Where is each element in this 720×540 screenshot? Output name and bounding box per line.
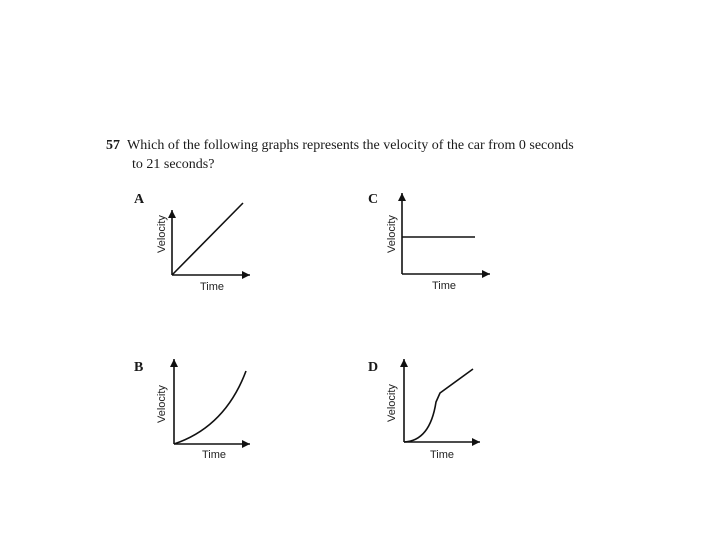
graph-c-y-arrow (398, 193, 406, 201)
graph-c-ylabel: Velocity (386, 215, 398, 253)
graph-d-x-arrow (472, 438, 480, 446)
question-text-1: Which of the following graphs represents the velocity of the car from 0 seconds (127, 138, 574, 153)
option-b-letter[interactable]: B (134, 360, 144, 375)
option-c-letter[interactable]: C (368, 192, 379, 207)
graph-a-ylabel: Velocity (156, 215, 168, 253)
question-text-2: to 21 seconds? (132, 157, 215, 172)
question (106, 136, 646, 174)
option-d-letter[interactable]: D (368, 360, 379, 375)
graph-b-curve (174, 371, 246, 444)
graph-a-x-arrow (242, 271, 250, 279)
graph-a-y-arrow (168, 210, 176, 218)
graph-d-ylabel: Velocity (386, 384, 398, 422)
graph-b-ylabel: Velocity (156, 385, 168, 423)
graph-d-xlabel: Time (430, 449, 455, 461)
graph-c-xlabel: Time (432, 280, 457, 292)
graph-b-y-arrow (170, 359, 178, 367)
option-a-letter[interactable]: A (134, 192, 145, 207)
graph-a-xlabel: Time (200, 281, 225, 293)
question-line-1 (106, 136, 646, 155)
graph-b-xlabel: Time (202, 449, 227, 461)
graph-b[interactable] (150, 355, 270, 465)
graph-c[interactable] (380, 185, 500, 295)
graph-c-x-arrow (482, 270, 490, 278)
graph-b-x-arrow (242, 440, 250, 448)
graph-d-y-arrow (400, 359, 408, 367)
question-number: 57 (106, 138, 120, 153)
graph-a[interactable] (150, 190, 260, 295)
graph-d-curve (404, 369, 473, 442)
graph-a-curve (172, 203, 243, 275)
graph-d[interactable] (380, 355, 500, 465)
